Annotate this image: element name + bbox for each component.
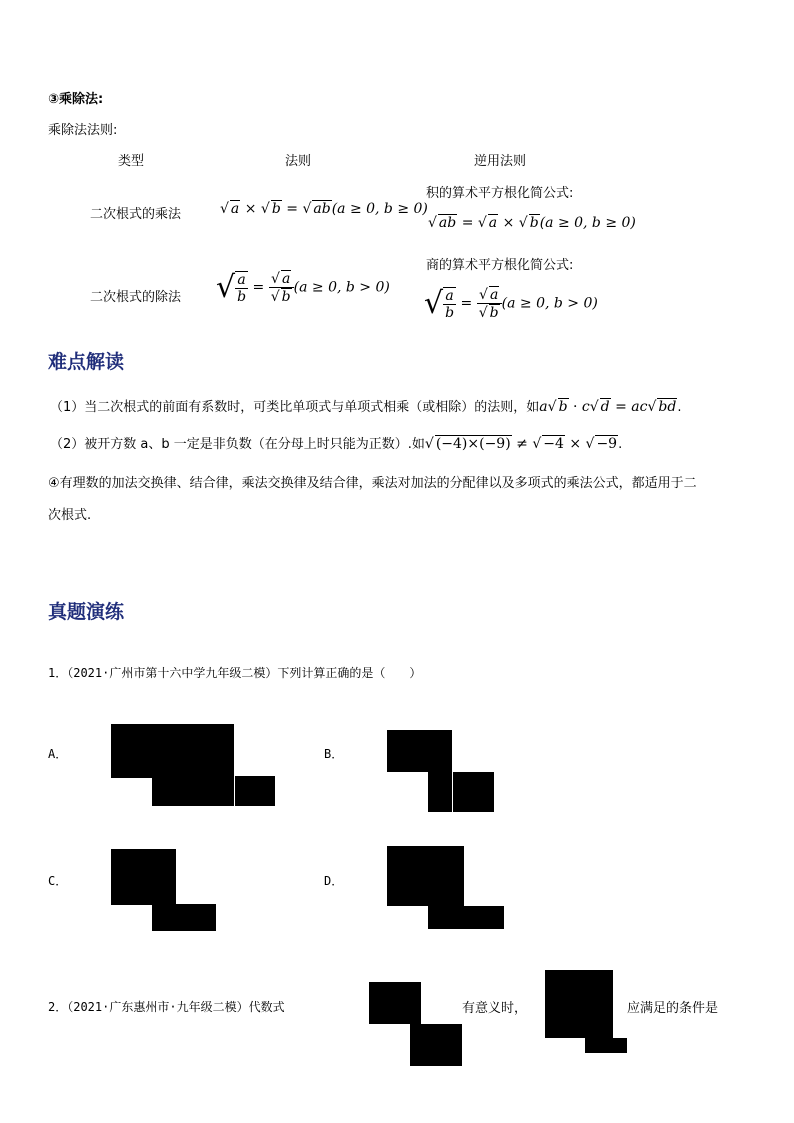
option-a-label: A． [48,747,68,761]
div-rule-sb: b [281,289,291,305]
mult-rule-a: a [230,201,240,217]
p1-eq: = ac [615,399,648,415]
div-rev-sa: a [489,287,499,303]
div-rule-b: b [237,288,247,305]
p1-dot: · [572,399,578,415]
option-d-label: D． [324,874,344,888]
div-type-label: 二次根式的除法 [90,290,182,305]
difficulty-p1-math: a√ b · c√ d = ac√ bd [539,399,677,415]
div-rule-a: a [235,272,248,289]
p2-neq: ≠ [516,436,528,452]
div-rev-eq: = [460,295,473,312]
div-rule-sa: a [281,271,291,287]
difficulty-heading: 难点解读 [48,351,125,373]
p1-end: . [677,400,682,415]
mult-rev-times: × [502,215,515,231]
section-title: ③乘除法: [48,92,104,107]
question-2-end: 应满足的条件是 [627,1001,719,1016]
div-rev-cond: (a ≥ 0, b > 0) [501,295,598,312]
mult-type-label: 二次根式的乘法 [90,207,182,222]
p2-times: × [569,436,582,452]
difficulty-p2-text: （2）被开方数 a、b 一定是非负数（在分母上时只能为正数）.如 [50,437,425,452]
p2-m4: −4 [543,436,564,452]
p1-d: d [600,399,610,415]
column-header-rule: 法则 [285,154,312,169]
mult-rule-ab: ab [313,201,331,217]
mult-rev-ab: ab [438,215,457,231]
div-rev-sb: b [489,305,499,321]
question-1: 1．（2021·广州市第十六中学九年级二模）下列计算正确的是（ ） [48,666,422,680]
div-reverse-formula: √ $\frac{a}{b}$ = $\frac{√ a}{√ b}$ (a ≥ 0, b > 0) [424,285,598,321]
difficulty-p3-line2: 次根式. [48,508,92,523]
p1-bd: bd [658,399,677,415]
option-b-label: B． [324,747,344,761]
question-2: 2．（2021·广东惠州市·九年级二模）代数式 [48,1000,285,1014]
practice-heading: 真题演练 [48,601,125,623]
div-rev-b: b [445,304,455,321]
p1-c: c [581,399,590,415]
mult-reverse-formula: √ ab = √ a × √ b(a ≥ 0, b ≥ 0) [428,215,636,231]
mult-rule-cond: (a ≥ 0, b ≥ 0) [331,201,428,217]
rule-caption: 乘除法法则: [48,123,118,138]
option-c-label: C． [48,874,68,888]
p1-b: b [558,399,568,415]
p2-m9: −9 [596,436,618,452]
column-header-type: 类型 [118,154,145,169]
div-rule-eq: = [252,279,265,296]
div-reverse-caption: 商的算术平方根化简公式: [426,258,574,273]
mult-rev-eq: = [461,215,474,231]
difficulty-p1 [50,396,681,415]
p2-end: . [618,437,623,452]
mult-rule-eq: = [286,201,298,217]
difficulty-p2-math: √ (−4)×(−9) ≠ √ −4 × √ −9 [424,436,618,452]
mult-rule-times: × [244,201,257,217]
div-rule-formula: √ $\frac{a}{b}$ = $\frac{√ a}{√ b}$ (a ≥ 0, b > 0) [216,269,390,305]
p2-inner: (−4)×(−9) [435,436,511,452]
mult-rule-formula: √ a × √ b = √ ab(a ≥ 0, b ≥ 0) [220,201,428,217]
div-rev-a: a [443,288,456,305]
mult-rev-a: a [488,215,498,231]
p1-a: a [539,399,548,415]
mult-rev-b: b [529,215,539,231]
question-2-middle: 有意义时， [462,1001,528,1016]
difficulty-p3-line1: ④有理数的加法交换律、结合律，乘法交换律及结合律，乘法对加法的分配律以及多项式的乘法公式，都适用于二 [48,476,697,491]
difficulty-p2 [50,433,622,452]
difficulty-p1-text: （1）当二次根式的前面有系数时，可类比单项式与单项式相乘（或相除）的法则，如 [50,400,540,415]
mult-rule-b: b [271,201,281,217]
mult-rev-cond: (a ≥ 0, b ≥ 0) [539,215,636,231]
mult-reverse-caption: 积的算术平方根化简公式: [426,186,574,201]
div-rule-cond: (a ≥ 0, b > 0) [293,279,390,296]
column-header-reverse: 逆用法则 [474,154,527,169]
